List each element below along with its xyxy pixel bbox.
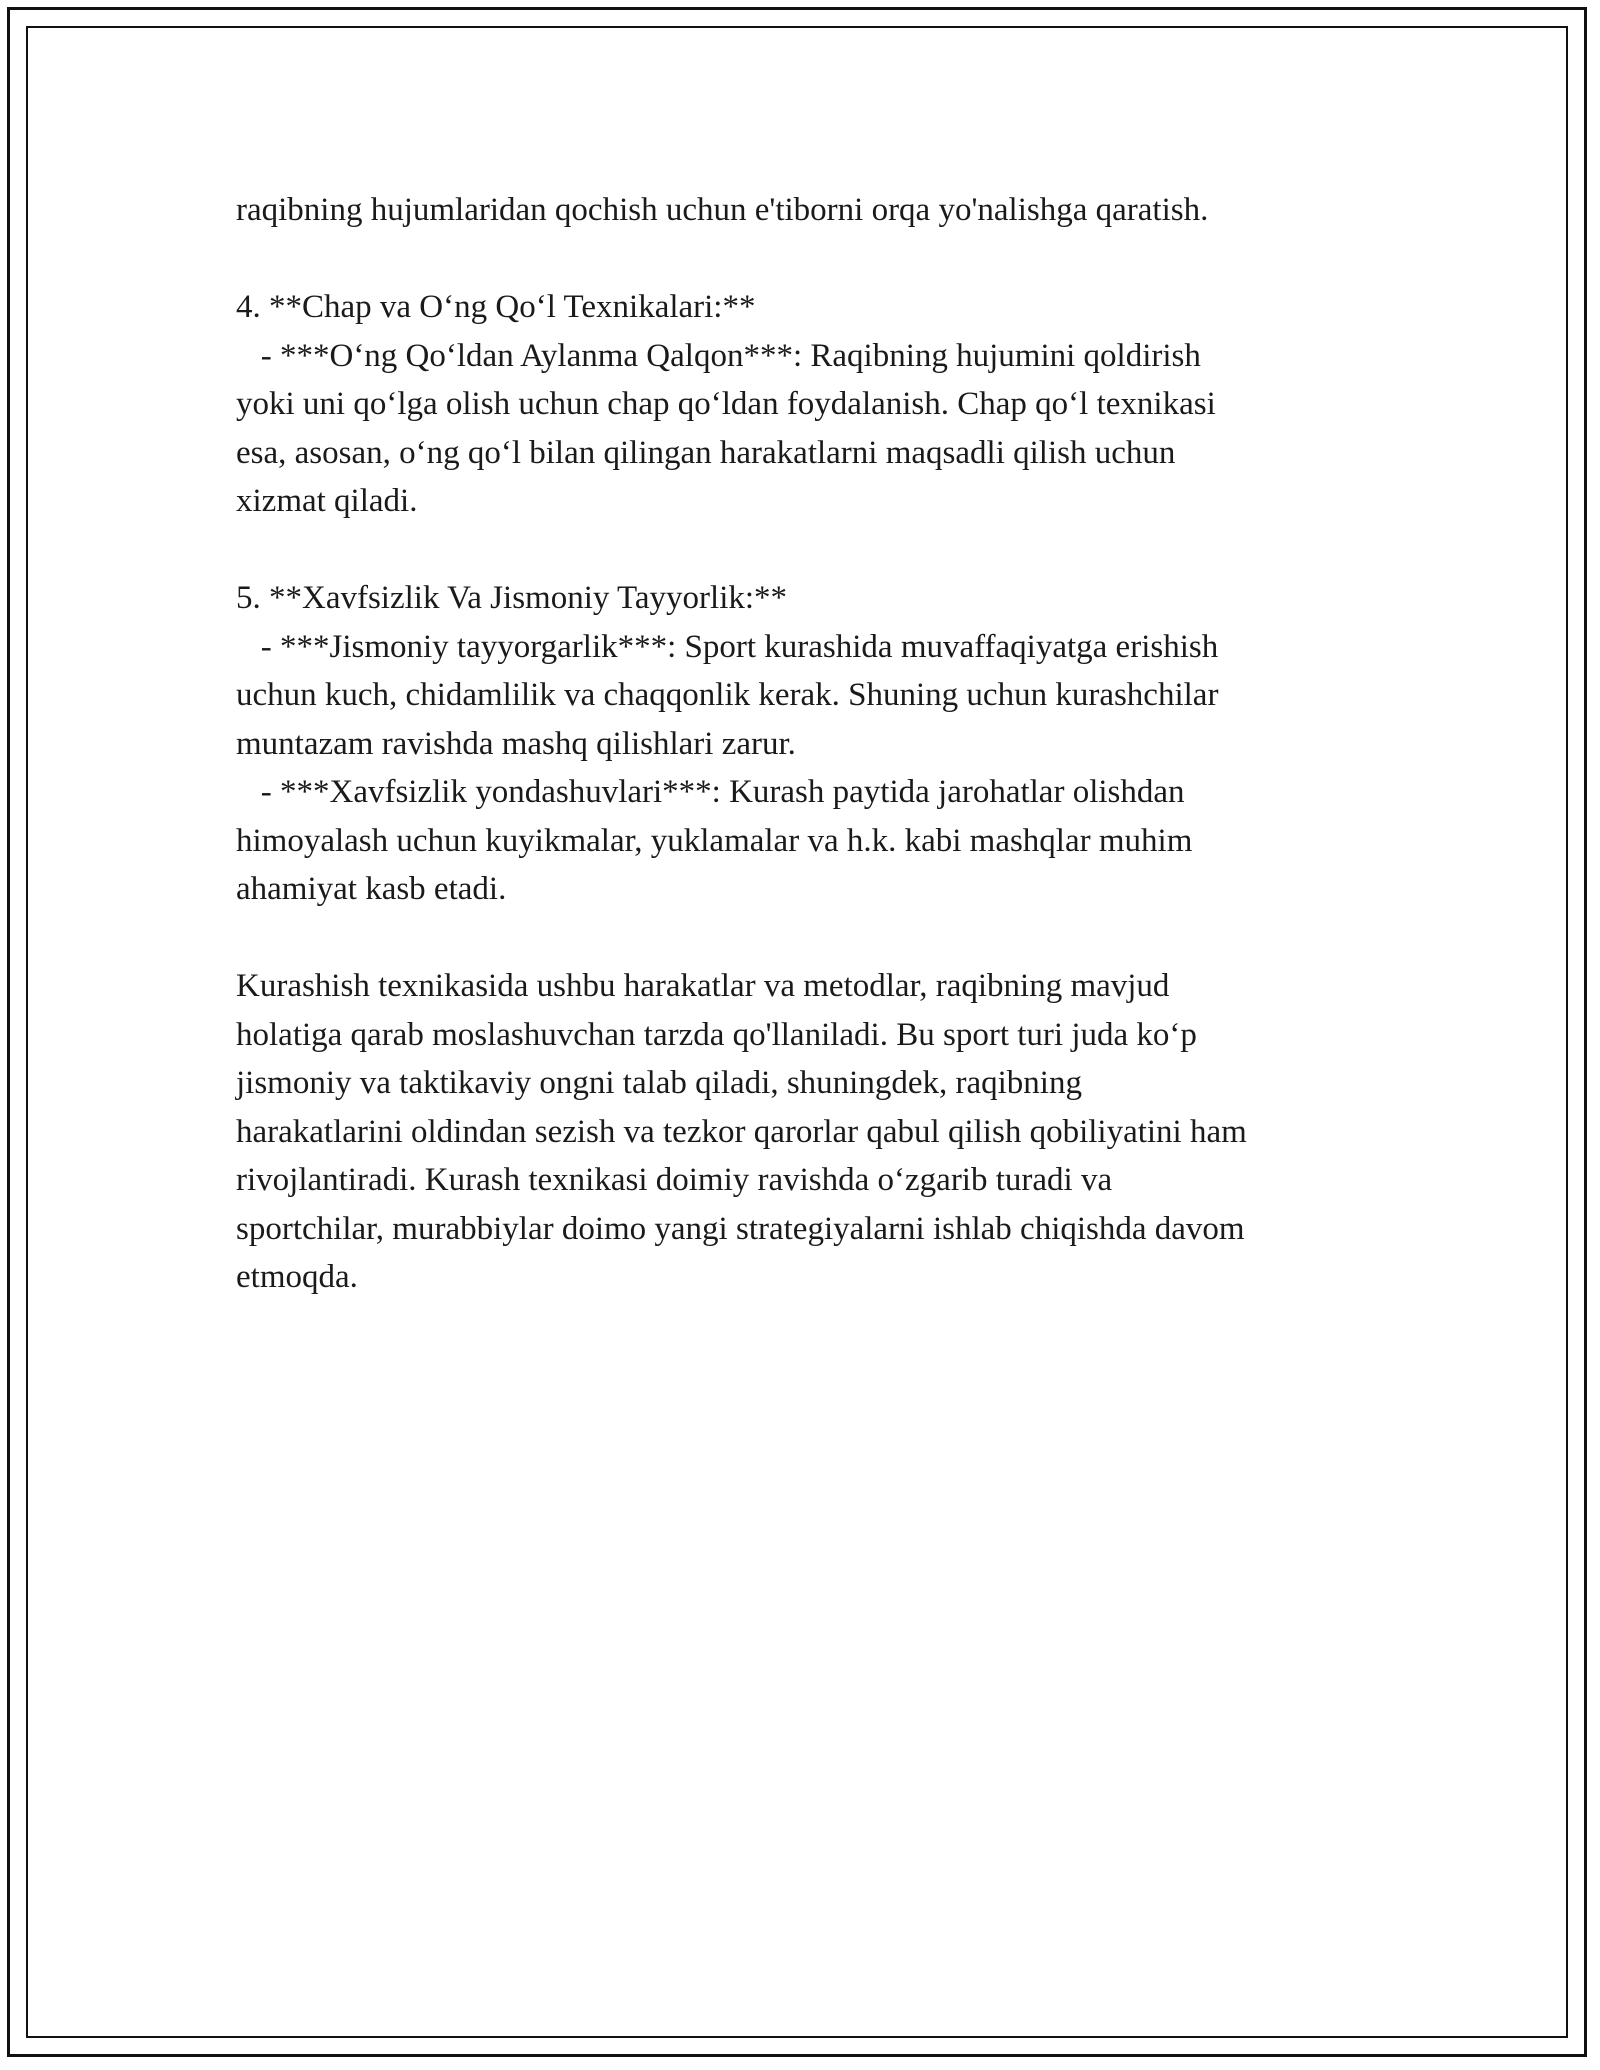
document-body [236, 186, 1386, 1302]
section-heading: 5. **Xavfsizlik Va Jismoniy Tayyorlik:** [236, 580, 788, 616]
text-line: uchun kuch, chidamlilik va chaqqonlik kerak. Shuning uchun kurashchilar [236, 677, 1219, 713]
section-heading: 4. **Chap va O‘ng Qo‘l Texnikalari:** [236, 289, 756, 325]
text-line: xizmat qiladi. [236, 483, 418, 519]
text-line: jismoniy va taktikaviy ongni talab qiladi, shuningdek, raqibning [236, 1065, 1082, 1101]
text-line: muntazam ravishda mashq qilishlari zarur. [236, 725, 796, 762]
text-line: sportchilar, murabbiylar doimo yangi strategiyalarni ishlab chiqishda davom [236, 1210, 1245, 1247]
text-line: etmoqda. [236, 1259, 358, 1295]
text-line: himoyalash uchun kuyikmalar, yuklamalar va h.k. kabi mashqlar muhim [236, 822, 1193, 859]
text-line: - ***O‘ng Qo‘ldan Aylanma Qalqon***: Raqibning hujumini qoldirish [236, 337, 1201, 374]
text-line: harakatlarini oldindan sezish va tezkor qarorlar qabul qilish qobiliyatini ham [236, 1113, 1247, 1150]
text-line: ahamiyat kasb etadi. [236, 871, 507, 907]
text-line: yoki uni qo‘lga olish uchun chap qo‘ldan foydalanish. Chap qo‘l texnikasi [236, 386, 1216, 422]
blank-line [236, 235, 1386, 284]
text-line: raqibning hujumlaridan qochish uchun e'tiborni orqa yo'nalishga qaratish. [236, 192, 1209, 228]
text-line: - ***Xavfsizlik yondashuvlari***: Kurash paytida jarohatlar olishdan [236, 774, 1185, 810]
blank-line [236, 914, 1386, 963]
text-line: - ***Jismoniy tayyorgarlik***: Sport kurashida muvaffaqiyatga erishish [236, 628, 1219, 665]
text-line: esa, asosan, o‘ng qo‘l bilan qilingan harakatlarni maqsadli qilish uchun [236, 434, 1176, 471]
text-line: holatiga qarab moslashuvchan tarzda qo'llaniladi. Bu sport turi juda ko‘p [236, 1016, 1197, 1053]
text-line: rivojlantiradi. Kurash texnikasi doimiy ravishda o‘zgarib turadi va [236, 1162, 1113, 1198]
text-line: Kurashish texnikasida ushbu harakatlar va metodlar, raqibning mavjud [236, 968, 1170, 1004]
blank-line [236, 526, 1386, 575]
